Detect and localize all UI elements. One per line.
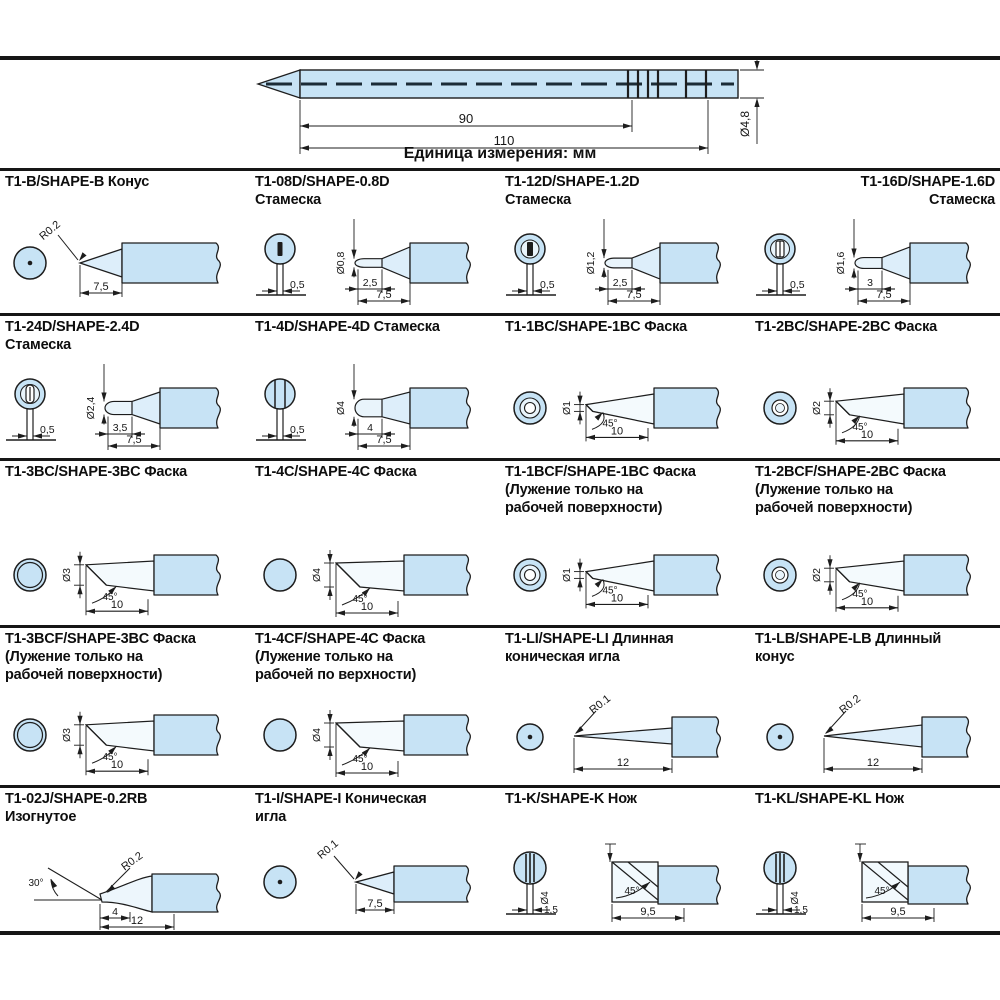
tip-drawing-t1-k: [500, 822, 750, 932]
svg-text:0,5: 0,5: [290, 279, 305, 291]
svg-text:12: 12: [130, 915, 144, 927]
tip-title-line: Изогнутое: [5, 808, 77, 825]
svg-text:R0.2: R0.2: [37, 218, 63, 243]
svg-text:10: 10: [860, 428, 874, 441]
tip-drawing-t1-2bc: [750, 348, 1000, 458]
tip-cell-t1-k: [500, 788, 750, 932]
svg-text:3,5: 3,5: [112, 422, 128, 434]
tip-title-line: T1-16D/SHAPE-1.6D: [860, 174, 995, 190]
tip-row: [0, 625, 1000, 785]
tip-cell-t1-08d: [250, 171, 500, 313]
top-border: [0, 56, 1000, 60]
svg-text:9,5: 9,5: [890, 906, 906, 918]
tip-cell-t1-12d: [500, 171, 750, 313]
svg-text:Ø4: Ø4: [311, 567, 323, 583]
tip-title-line: T1-12D/SHAPE-1.2D: [505, 174, 640, 190]
svg-text:12: 12: [616, 757, 630, 769]
tip-cell-t1-i: [250, 788, 500, 932]
svg-text:45°: 45°: [102, 752, 118, 764]
svg-text:4: 4: [112, 906, 118, 918]
svg-text:Ø1: Ø1: [561, 400, 573, 416]
svg-text:110: 110: [493, 133, 515, 148]
svg-text:45°: 45°: [852, 421, 868, 433]
tip-cell-t1-02j: [0, 788, 250, 932]
svg-text:10: 10: [360, 761, 374, 773]
tip-title: [255, 464, 495, 482]
tip-drawing-t1-16d: [750, 203, 1000, 313]
tip-title-line: рабочей по верхности): [255, 666, 417, 683]
tip-title: [755, 319, 995, 337]
tip-cell-t1-b: [0, 171, 250, 313]
tip-drawing-t1-3bcf: [0, 675, 250, 785]
svg-text:10: 10: [110, 759, 124, 772]
tip-cell-t1-3bcf: [0, 628, 250, 785]
tip-drawing-t1-4c: [250, 515, 500, 625]
tip-drawing-t1-kl: [750, 822, 1000, 932]
tip-title-line: игла: [255, 808, 287, 825]
svg-text:2,5: 2,5: [362, 277, 378, 289]
svg-text:10: 10: [110, 599, 124, 612]
svg-text:Ø1,6: Ø1,6: [835, 251, 847, 275]
tip-title: [255, 319, 495, 337]
svg-text:2,5: 2,5: [612, 277, 628, 289]
tip-drawing-t1-1bcf: [500, 515, 750, 625]
tip-cell-t1-2bcf: [750, 461, 1000, 625]
svg-text:Ø0,8: Ø0,8: [335, 251, 347, 275]
tip-title: [505, 319, 745, 337]
svg-text:Ø1: Ø1: [561, 567, 573, 583]
tip-drawing-t1-2bcf: [750, 515, 1000, 625]
tip-row: [0, 168, 1000, 313]
tip-title-line: Стамеска: [255, 191, 322, 208]
svg-text:Ø4: Ø4: [790, 891, 801, 905]
tip-drawing-t1-li: [500, 675, 750, 785]
tip-title-line: T1-I/SHAPE-I Коническая: [255, 791, 427, 807]
tip-title-line: T1-4D/SHAPE-4D Стамеска: [255, 319, 440, 335]
tip-row: [0, 785, 1000, 932]
tip-cell-t1-24d: [0, 316, 250, 458]
tip-row: [0, 313, 1000, 458]
tip-drawing-t1-24d: [0, 348, 250, 458]
tip-title: [5, 464, 245, 482]
svg-text:30°: 30°: [28, 878, 44, 889]
svg-text:7,5: 7,5: [876, 289, 892, 301]
tip-title-line: (Лужение только на: [755, 481, 893, 498]
bottom-border: [0, 931, 1000, 935]
svg-text:Ø4: Ø4: [335, 400, 347, 416]
tip-title-line: T1-3BC/SHAPE-3BC Фаска: [5, 464, 188, 480]
tip-title-line: рабочей поверхности): [505, 499, 663, 516]
tip-title: [5, 174, 245, 192]
svg-text:45°: 45°: [352, 754, 368, 765]
svg-text:4: 4: [367, 422, 373, 434]
tip-title-line: T1-24D/SHAPE-2.4D: [5, 319, 140, 335]
svg-text:10: 10: [860, 595, 874, 608]
tip-title-line: T1-4C/SHAPE-4C Фаска: [255, 464, 417, 480]
svg-text:Ø3: Ø3: [61, 567, 73, 583]
svg-text:Ø2,4: Ø2,4: [85, 396, 97, 420]
svg-text:45°: 45°: [852, 588, 868, 600]
svg-text:10: 10: [610, 592, 624, 605]
svg-text:0,5: 0,5: [790, 279, 805, 291]
tip-title-line: (Лужение только на: [5, 648, 143, 665]
svg-text:R0.1: R0.1: [587, 692, 614, 717]
tip-title: [755, 464, 995, 518]
tip-grid: [0, 168, 1000, 932]
tip-title-line: конус: [755, 648, 795, 665]
svg-text:7,5: 7,5: [367, 898, 383, 910]
tip-title: [505, 631, 745, 667]
tip-title-line: T1-2BC/SHAPE-2BC Фаска: [755, 319, 938, 335]
tip-title-line: (Лужение только на: [505, 481, 643, 498]
tip-drawing-t1-4d: [250, 348, 500, 458]
svg-text:7,5: 7,5: [376, 289, 392, 301]
tip-title-line: T1-K/SHAPE-K Нож: [505, 791, 637, 807]
svg-text:Ø3: Ø3: [61, 727, 73, 743]
tip-title-line: T1-3BCF/SHAPE-3BC Фаска: [5, 631, 196, 647]
svg-text:45°: 45°: [874, 886, 890, 897]
tip-cell-t1-4c: [250, 461, 500, 625]
tip-title-line: T1-2BCF/SHAPE-2BC Фаска: [755, 464, 946, 480]
tip-title-line: T1-KL/SHAPE-KL Нож: [755, 791, 904, 807]
svg-text:0,5: 0,5: [40, 424, 55, 436]
svg-text:0,5: 0,5: [540, 279, 555, 291]
svg-text:9,5: 9,5: [640, 906, 656, 918]
tip-drawing-t1-1bc: [500, 348, 750, 458]
tip-drawing-t1-lb: [750, 675, 1000, 785]
tip-title: [755, 791, 995, 809]
tip-cell-t1-kl: [750, 788, 1000, 932]
svg-text:Ø4: Ø4: [311, 727, 323, 743]
svg-text:1,5: 1,5: [794, 905, 808, 916]
svg-text:10: 10: [360, 601, 374, 613]
svg-text:0,5: 0,5: [290, 424, 305, 436]
tip-cell-t1-1bcf: [500, 461, 750, 625]
tip-title: [755, 631, 995, 667]
tip-cell-t1-1bc: [500, 316, 750, 458]
svg-text:1,5: 1,5: [544, 905, 558, 916]
tip-title-line: T1-4CF/SHAPE-4C Фаска: [255, 631, 426, 647]
tip-cell-t1-li: [500, 628, 750, 785]
tip-cell-t1-3bc: [0, 461, 250, 625]
tip-title-line: T1-1BC/SHAPE-1BC Фаска: [505, 319, 688, 335]
svg-text:7,5: 7,5: [626, 289, 642, 301]
tip-title-line: рабочей поверхности): [755, 499, 913, 516]
tip-drawing-t1-i: [250, 822, 500, 932]
tip-title-line: T1-02J/SHAPE-0.2RB: [5, 791, 148, 807]
svg-text:12: 12: [866, 757, 880, 769]
svg-text:45°: 45°: [102, 592, 118, 604]
svg-text:10: 10: [610, 425, 624, 438]
svg-text:3: 3: [867, 277, 873, 289]
svg-text:45°: 45°: [602, 418, 618, 430]
svg-text:45°: 45°: [352, 594, 368, 605]
tip-drawing-t1-b: [0, 203, 250, 313]
tip-title-line: T1-LI/SHAPE-LI Длинная: [505, 631, 674, 647]
tip-title-line: коническая игла: [505, 648, 620, 665]
svg-text:7,5: 7,5: [376, 434, 392, 446]
tip-cell-t1-16d: [750, 171, 1000, 313]
tip-cell-t1-4cf: [250, 628, 500, 785]
unit-caption: Единица измерения: мм: [403, 145, 597, 162]
tip-drawing-t1-4cf: [250, 675, 500, 785]
svg-text:7,5: 7,5: [93, 281, 109, 293]
svg-text:Ø2: Ø2: [811, 400, 823, 416]
tip-row: [0, 458, 1000, 625]
tip-cell-t1-lb: [750, 628, 1000, 785]
svg-text:R0.1: R0.1: [315, 837, 341, 862]
tip-title-line: Стамеска: [928, 191, 995, 208]
tip-title-line: Стамеска: [5, 336, 72, 353]
tip-title-line: рабочей поверхности): [5, 666, 163, 683]
tip-drawing-t1-08d: [250, 203, 500, 313]
tip-title: [505, 464, 745, 518]
tip-title-line: (Лужение только на: [255, 648, 393, 665]
tip-title-line: Стамеска: [505, 191, 572, 208]
svg-text:Ø4: Ø4: [540, 891, 551, 905]
tip-title-line: T1-1BCF/SHAPE-1BC Фаска: [505, 464, 696, 480]
svg-text:45°: 45°: [602, 585, 618, 597]
svg-text:Ø4,8: Ø4,8: [738, 110, 752, 138]
svg-text:45°: 45°: [624, 886, 640, 897]
svg-text:R0.2: R0.2: [837, 692, 864, 717]
tip-title: [505, 791, 745, 809]
svg-text:Ø1,2: Ø1,2: [585, 251, 597, 275]
tip-drawing-t1-3bc: [0, 515, 250, 625]
tip-cell-t1-4d: [250, 316, 500, 458]
svg-text:Ø2: Ø2: [811, 567, 823, 583]
svg-text:R0.2: R0.2: [119, 849, 146, 874]
tip-title-line: T1-B/SHAPE-B Конус: [5, 174, 150, 190]
tip-drawing-t1-12d: [500, 203, 750, 313]
svg-text:90: 90: [458, 111, 474, 126]
svg-text:7,5: 7,5: [126, 434, 142, 446]
tip-title-line: T1-LB/SHAPE-LB Длинный: [755, 631, 942, 647]
tip-cell-t1-2bc: [750, 316, 1000, 458]
tip-drawing-t1-02j: [0, 822, 250, 932]
tip-title-line: T1-08D/SHAPE-0.8D: [255, 174, 390, 190]
